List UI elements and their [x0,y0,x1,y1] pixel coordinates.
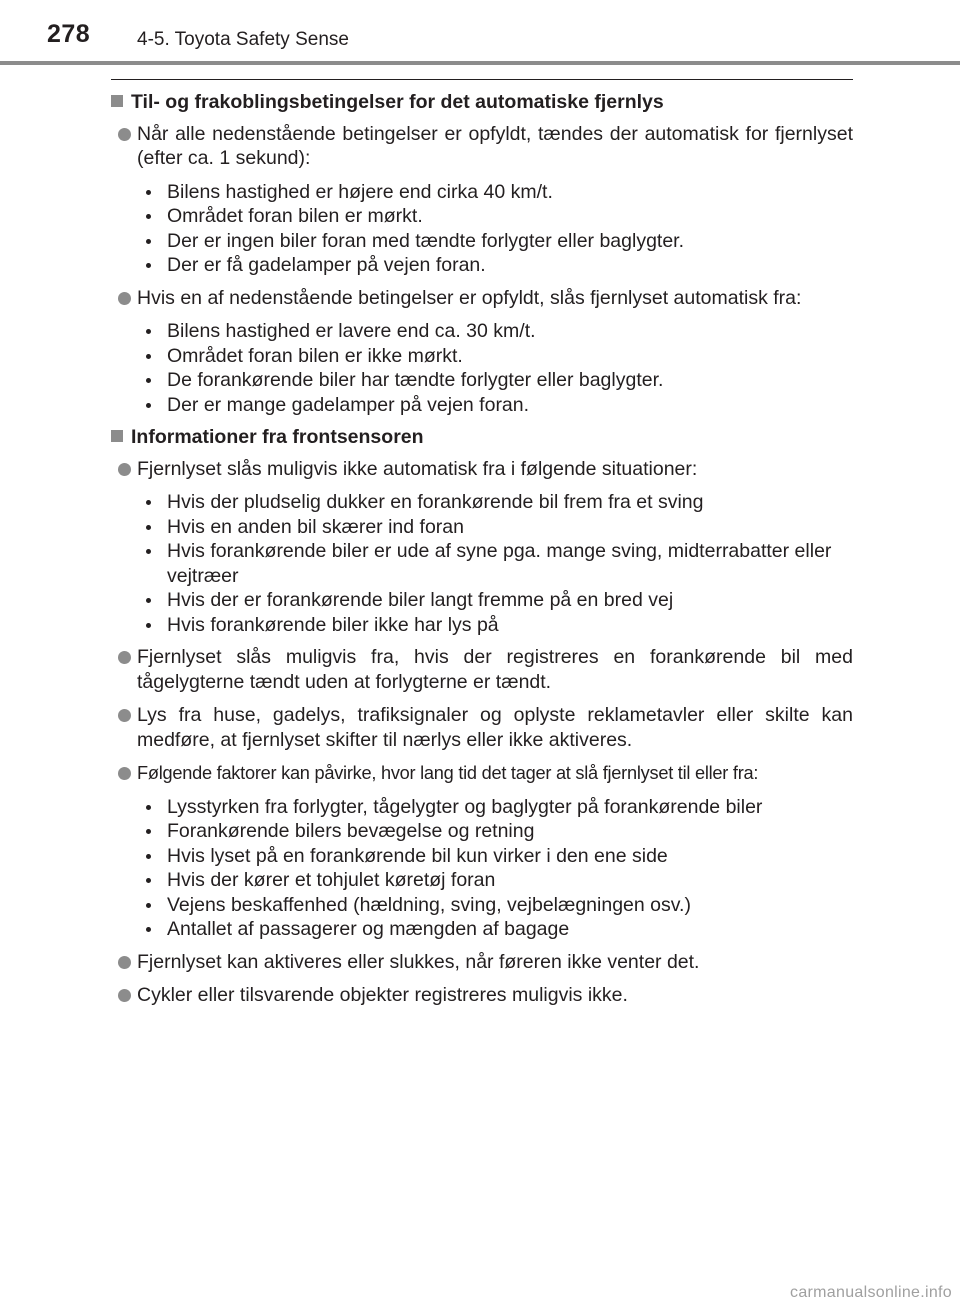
sub-list-item [141,795,853,820]
sub-list-item [141,319,853,344]
sub-list-item-text: Bilens hastighed er lavere end ca. 30 km/t. [167,320,536,342]
sub-list-item-text: Området foran bilen er ikke mørkt. [167,344,463,367]
page-number: 278 [47,20,91,48]
sub-list-item-text: Hvis der pludselig dukker en forankørende bil frem fra et sving [167,491,704,513]
list-item-text: Cykler eller tilsvarende objekter registreres muligvis ikke. [137,984,628,1006]
section-heading-text: Til- og frakoblingsbetingelser for det automatiske fjernlys [131,91,664,113]
sub-list-item-text: Hvis der kører et tohjulet køretøj foran [167,869,496,891]
circle-bullet-icon [118,767,131,780]
small-dot-icon [146,500,151,505]
sub-list-item [141,917,853,942]
sub-list-item-text: Lysstyrken fra forlygter, tågelygter og baglygter på forankørende biler [167,795,763,818]
sub-list-item-text: Hvis forankørende biler er ude af syne pga. mange sving, midterrabatter eller vejtræer [167,540,832,587]
section-heading [111,425,853,450]
circle-bullet-icon [118,651,131,664]
sub-list [111,180,853,278]
sub-list-item [141,613,853,638]
small-dot-icon [146,239,151,244]
small-dot-icon [146,190,151,195]
small-dot-icon [146,525,151,530]
sub-list-item [141,344,853,369]
list-item [111,983,853,1008]
sub-list-item-text: Området foran bilen er mørkt. [167,205,423,227]
sub-list-item [141,539,853,588]
sub-list-item-text: Vejens beskaffenhed (hældning, sving, vejbelægningen osv.) [167,893,691,916]
small-dot-icon [146,854,151,859]
sub-list-item-text: Hvis forankørende biler ikke har lys på [167,613,499,636]
sub-list-item-text: De forankørende biler har tændte forlygter eller baglygter. [167,369,664,391]
square-bullet-icon [111,430,123,442]
sub-list-item [141,844,853,869]
circle-bullet-icon [118,709,131,722]
sub-list-item [141,180,853,205]
sub-list-item [141,253,853,278]
list-item-text: Lys fra huse, gadelys, trafiksignaler og oplyste reklametavler eller skilte kan medføre, at fjernlyset skifter til nærlys eller ikke aktiveres. [137,704,853,751]
circle-bullet-icon [118,463,131,476]
small-dot-icon [146,903,151,908]
sub-list-item-text: Hvis en anden bil skærer ind foran [167,515,464,538]
circle-bullet-icon [118,956,131,969]
sub-list-item-text: Forankørende bilers bevægelse og retning [167,820,535,842]
section-title: 4-5. Toyota Safety Sense [137,29,349,50]
content-divider [111,79,853,80]
list-item-text: Hvis en af nedenstående betingelser er opfyldt, slås fjernlyset automatisk fra: [137,286,802,309]
small-dot-icon [146,403,151,408]
small-dot-icon [146,829,151,834]
sub-list-item-text: Hvis der er forankørende biler langt fremme på en bred vej [167,589,674,611]
sub-list-item [141,515,853,540]
small-dot-icon [146,623,151,628]
sub-list-item [141,204,853,229]
small-dot-icon [146,329,151,334]
small-dot-icon [146,598,151,603]
sub-list-item [141,229,853,254]
list-item [111,457,853,482]
header-divider [0,61,960,65]
list-item [111,703,853,752]
small-dot-icon [146,214,151,219]
watermark: carmanualsonline.info [790,1284,952,1301]
circle-bullet-icon [118,292,131,305]
circle-bullet-icon [118,989,131,1002]
sub-list-item [141,819,853,844]
small-dot-icon [146,927,151,932]
small-dot-icon [146,354,151,359]
sub-list [111,795,853,942]
list-item [111,122,853,171]
list-item-text: Når alle nedenstående betingelser er opfyldt, tændes der automatisk for fjernlyset (efter ca. 1 sekund): [137,122,853,169]
sub-list-item-text: Der er ingen biler foran med tændte forlygter eller baglygter. [167,229,685,252]
sub-list-item [141,393,853,418]
sub-list-item [141,893,853,918]
small-dot-icon [146,878,151,883]
list-item-text: Fjernlyset slås muligvis ikke automatisk fra i følgende situationer: [137,457,698,480]
sub-list-item-text: Bilens hastighed er højere end cirka 40 km/t. [167,180,553,203]
sub-list [111,319,853,417]
section-heading-text: Informationer fra frontsensoren [131,426,424,448]
circle-bullet-icon [118,128,131,141]
square-bullet-icon [111,95,123,107]
small-dot-icon [146,263,151,268]
list-item-text: Fjernlyset slås muligvis fra, hvis der registreres en forankørende bil med tågelygterne tændt uden at forlygterne er tændt. [137,646,853,693]
sub-list [111,490,853,637]
sub-list-item-text: Der er få gadelamper på vejen foran. [167,254,486,276]
sub-list-item [141,868,853,893]
sub-list-item-text: Antallet af passagerer og mængden af bagage [167,918,570,940]
section-heading [111,90,853,115]
sub-list-item [141,588,853,613]
list-item-text: Følgende faktorer kan påvirke, hvor lang tid det tager at slå fjernlyset til eller fra: [137,763,759,783]
list-item [111,645,853,694]
list-item-text: Fjernlyset kan aktiveres eller slukkes, når føreren ikke venter det. [137,950,700,973]
small-dot-icon [146,549,151,554]
page-content [111,90,853,1017]
small-dot-icon [146,805,151,810]
small-dot-icon [146,378,151,383]
sub-list-item-text: Der er mange gadelamper på vejen foran. [167,393,530,416]
sub-list-item [141,490,853,515]
list-item [111,761,853,786]
list-item [111,950,853,975]
sub-list-item [141,368,853,393]
list-item [111,286,853,311]
sub-list-item-text: Hvis lyset på en forankørende bil kun virker i den ene side [167,844,668,867]
